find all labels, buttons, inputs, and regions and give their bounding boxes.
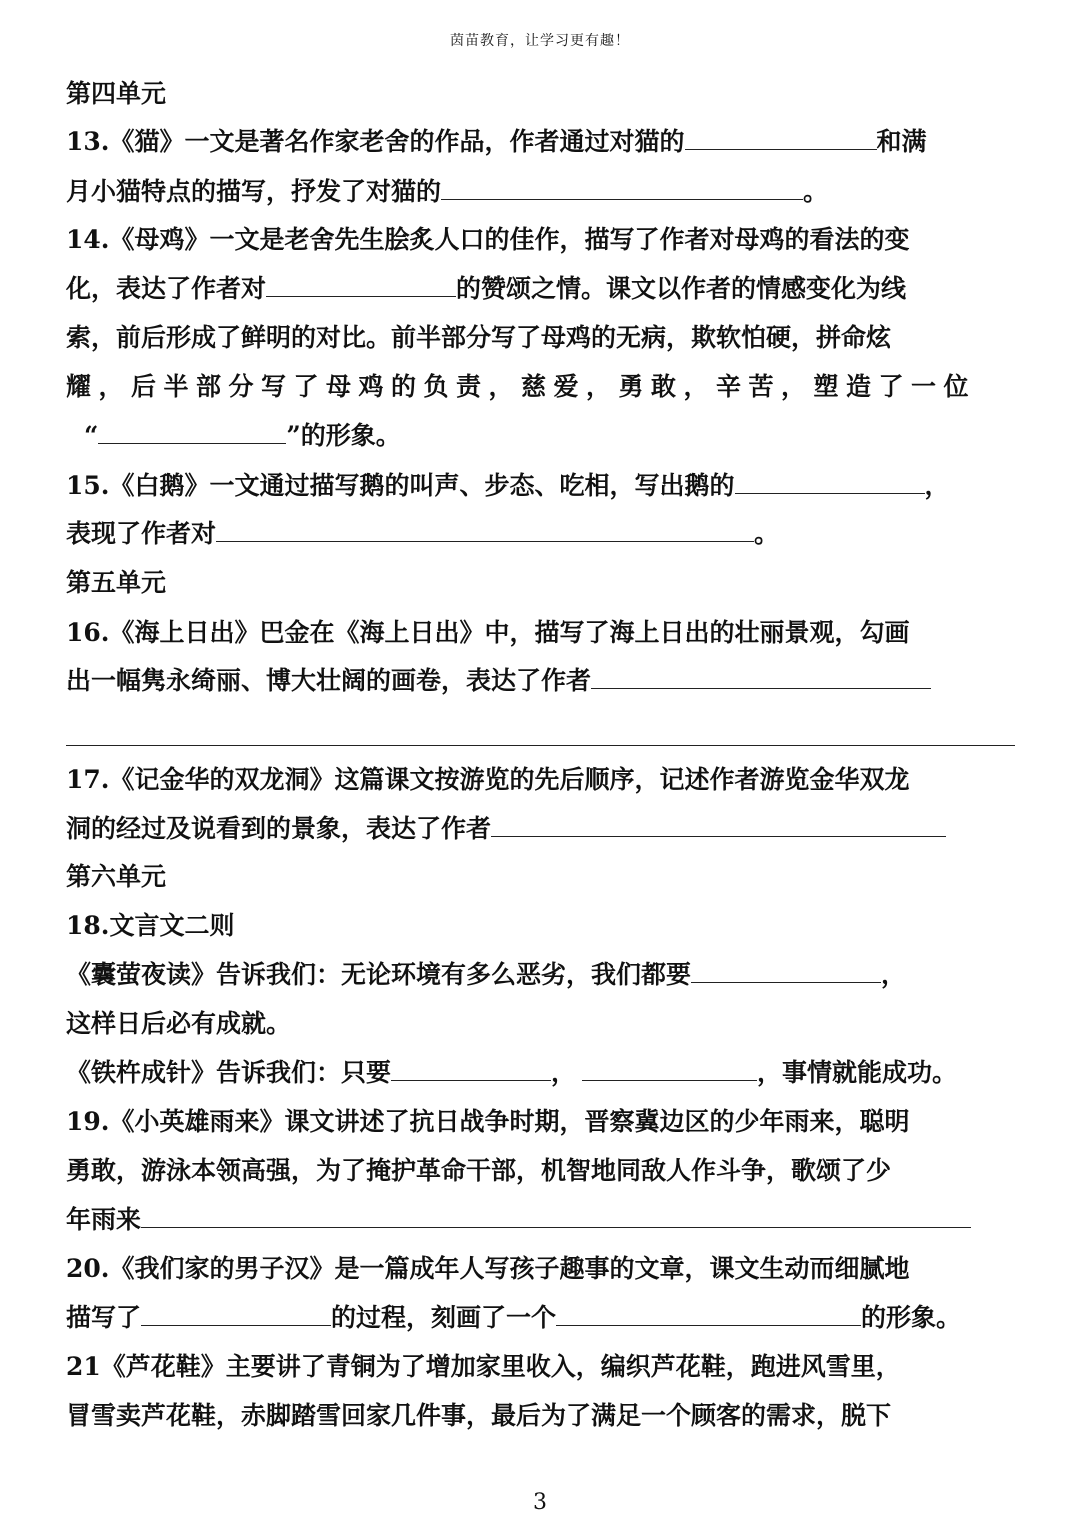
q15-blank-1[interactable]: [735, 471, 925, 494]
q18-line-3: 《铁杵成针》告诉我们：只要 ， ，事情就能成功。: [66, 1058, 958, 1087]
q21-line-2: 冒雪卖芦花鞋，赤脚踏雪回家几件事，最后为了满足一个顾客的需求，脱下: [66, 1401, 892, 1430]
q13-blank-1[interactable]: [685, 127, 877, 150]
q17-line-1: 17.《记金华的双龙洞》这篇课文按游览的先后顺序，记述作者游览金华双龙: [66, 765, 910, 794]
q13-blank-2[interactable]: [441, 177, 803, 200]
q15-line-1: 15.《白鹅》一文通过描写鹅的叫声、步态、吃相，写出鹅的 ，: [66, 471, 950, 500]
q13-line-1: 13.《猫》一文是著名作家老舍的作品，作者通过对猫的 和满: [66, 127, 927, 156]
q20-line-2: 描写了 的过程，刻画了一个 的形象。: [66, 1303, 962, 1332]
page-header: 茵苗教育，让学习更有趣！: [450, 33, 630, 49]
q20-blank-1[interactable]: [141, 1303, 331, 1326]
q19-line-3: 年雨来: [66, 1204, 971, 1236]
q19-line-1: 19.《小英雄雨来》课文讲述了抗日战争时期，晋察冀边区的少年雨来，聪明: [66, 1107, 910, 1136]
page-number: 3: [533, 1490, 547, 1515]
q17-line-2: 洞的经过及说看到的景象，表达了作者: [66, 813, 946, 845]
q14-line-4: 耀，后半部分写了母鸡的负责，慈爱，勇敢，辛苦，塑造了一位: [66, 372, 977, 401]
q18-line-1: 《囊萤夜读》告诉我们：无论环境有多么恶劣，我们都要 ，: [66, 960, 907, 989]
q18-blank-1[interactable]: [691, 960, 881, 983]
q14-line-3: 索，前后形成了鲜明的对比。前半部分写了母鸡的无病，欺软怕硬，拼命炫: [66, 323, 892, 352]
q17-blank-1[interactable]: [491, 814, 946, 837]
q13-line-2: 月小猫特点的描写，抒发了对猫的 。: [66, 177, 829, 206]
q15-blank-2[interactable]: [216, 519, 754, 542]
q18-line-2: 这样日后必有成就。: [66, 1009, 292, 1038]
q20-line-1: 20.《我们家的男子汉》是一篇成年人写孩子趣事的文章，课文生动而细腻地: [66, 1254, 910, 1283]
q14-blank-1[interactable]: [266, 274, 456, 297]
q16-blank-2[interactable]: [66, 745, 1015, 746]
q15-line-2: 表现了作者对 。: [66, 519, 780, 548]
q14-line-1: 14.《母鸡》一文是老舍先生脍炙人口的佳作，描写了作者对母鸡的看法的变: [66, 225, 910, 254]
q19-blank-1[interactable]: [141, 1205, 971, 1228]
q19-line-2: 勇敢，游泳本领高强，为了掩护革命干部，机智地同敌人作斗争，歌颂了少: [66, 1156, 892, 1185]
q16-blank-1[interactable]: [591, 666, 931, 689]
q18-blank-2[interactable]: [391, 1058, 551, 1081]
q18-blank-3[interactable]: [582, 1058, 757, 1081]
q14-blank-2[interactable]: [98, 421, 286, 444]
q14-line-2: 化，表达了作者对 的赞颂之情。课文以作者的情感变化为线: [66, 274, 907, 303]
q21-line-1: 21《芦花鞋》主要讲了青铜为了增加家里收入，编织芦花鞋，跑进风雪里，: [66, 1352, 901, 1381]
q14-line-5: “ ”的形象。: [84, 421, 401, 450]
unit-heading-4: 第四单元: [66, 79, 167, 108]
q18-title: 18.文言文二则: [66, 911, 235, 940]
q20-blank-2[interactable]: [556, 1303, 861, 1326]
q16-line-2: 出一幅隽永绮丽、博大壮阔的画卷，表达了作者: [66, 665, 931, 697]
unit-heading-6: 第六单元: [66, 862, 167, 891]
unit-heading-5: 第五单元: [66, 568, 167, 597]
q16-line-1: 16.《海上日出》巴金在《海上日出》中，描写了海上日出的壮丽景观，勾画: [66, 618, 910, 647]
